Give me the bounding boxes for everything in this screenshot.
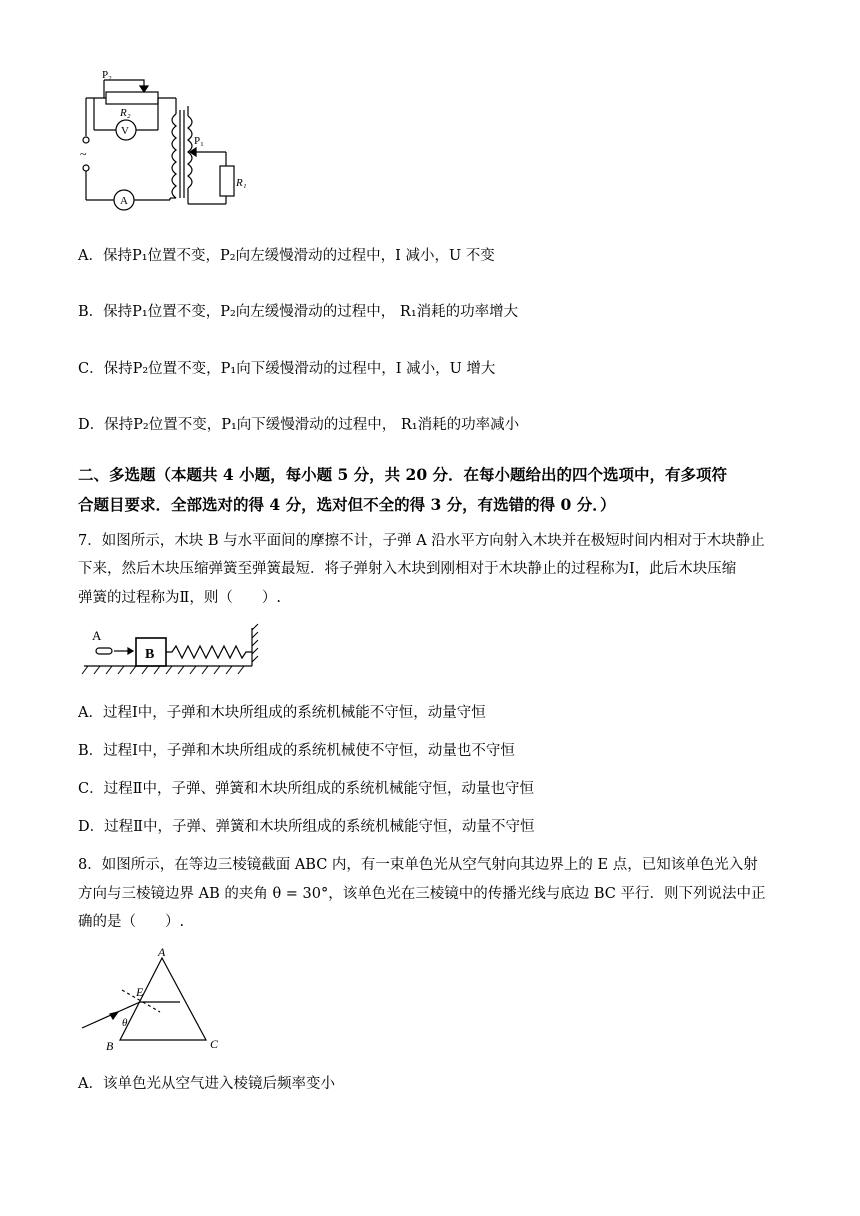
label-v: V <box>121 125 129 137</box>
label-vertex-b: B <box>106 1039 114 1053</box>
q8-stem-line1: 8．如图所示，在等边三棱镜截面 ABC 内，有一束单色光从空气射向其边界上的 E 点，已知该单色光入射 <box>78 857 758 873</box>
q8-stem-line2: 方向与三棱镜边界 AB 的夹角 θ = 30°，该单色光在三棱镜中的传播光线与底边 BC 平行．则下列说法中正 <box>78 886 766 902</box>
label-a: A <box>120 195 128 207</box>
label-point-e: E <box>136 985 144 999</box>
label-p2: P₂ <box>102 69 112 81</box>
label-bullet: A <box>92 628 102 643</box>
q7-option-b: B．过程Ⅰ中，子弹和木块所组成的系统机械使不守恒，动量也不守恒 <box>78 743 515 759</box>
q6-option-d: D．保持P₂位置不变，P₁向下缓慢滑动的过程中， R₁消耗的功率减小 <box>78 417 520 433</box>
section2-heading-line1: 二、多选题（本题共 4 小题，每小题 5 分，共 20 分．在每小题给出的四个选项中，有多项符 <box>78 465 728 484</box>
q6-option-a: A．保持P₁位置不变，P₂向左缓慢滑动的过程中，I 减小，U 不变 <box>78 248 495 264</box>
block-spring-figure <box>80 622 262 678</box>
circuit-figure <box>76 68 266 216</box>
label-vertex-c: C <box>210 1037 219 1051</box>
label-vertex-a: A <box>158 945 166 959</box>
q8-option-a: A．该单色光从空气进入棱镜后频率变小 <box>78 1076 335 1092</box>
label-theta: θ <box>122 1017 128 1029</box>
q6-option-b: B．保持P₁位置不变，P₂向左缓慢滑动的过程中， R₁消耗的功率增大 <box>78 304 519 320</box>
label-r1: R₁ <box>236 177 247 189</box>
label-ac: ~ <box>80 147 87 161</box>
label-r2: R₂ <box>120 107 131 119</box>
q7-stem-line2: 下来，然后木块压缩弹簧至弹簧最短．将子弹射入木块到刚相对于木块静止的过程称为Ⅰ，此后木块压缩 <box>78 561 737 577</box>
prism-figure <box>80 944 230 1054</box>
section2-heading-line2: 合题目要求．全部选对的得 4 分，选对但不全的得 3 分，有选错的得 0 分．） <box>78 495 616 514</box>
q6-option-c: C．保持P₂位置不变，P₁向下缓慢滑动的过程中，I 减小，U 增大 <box>78 361 496 377</box>
q7-option-d: D．过程Ⅱ中，子弹、弹簧和木块所组成的系统机械能守恒，动量不守恒 <box>78 819 535 835</box>
q7-stem-line1: 7．如图所示，木块 B 与水平面间的摩擦不计，子弹 A 沿水平方向射入木块并在极短时间内相对于木块静止 <box>78 533 765 549</box>
label-p1: P₁ <box>194 135 204 147</box>
q8-stem-line3: 确的是（ ）. <box>78 914 185 930</box>
q7-option-a: A．过程Ⅰ中，子弹和木块所组成的系统机械能不守恒，动量守恒 <box>78 705 486 721</box>
q7-stem-line3: 弹簧的过程称为Ⅱ，则（ ）. <box>78 590 281 606</box>
q7-option-c: C．过程Ⅱ中，子弹、弹簧和木块所组成的系统机械能守恒，动量也守恒 <box>78 781 534 797</box>
label-block: B <box>145 647 155 662</box>
